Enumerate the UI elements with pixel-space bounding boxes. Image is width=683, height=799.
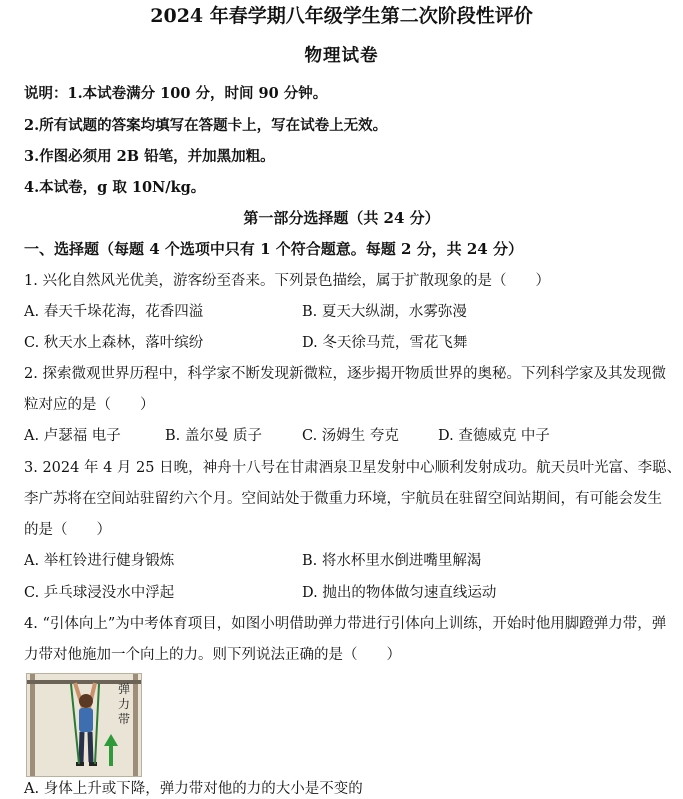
q3-stem-line3: 的是（ ） — [24, 522, 111, 538]
q3-stem-line1: 3. 2024 年 4 月 25 日晚，神舟十八号在甘肃酒泉卫星发射中心顺利发射成功。航天员叶光富、李聪、 — [24, 460, 682, 476]
note-3: 3.作图必须用 2B 铅笔，并加黑加粗。 — [24, 148, 275, 165]
q1-option-d: D. 冬天徐马荒，雪花飞舞 — [302, 335, 468, 351]
q2-option-b: B. 盖尔曼 质子 — [165, 428, 262, 444]
q2-option-a: A. 卢瑟福 电子 — [24, 428, 121, 444]
q1-option-b: B. 夏天大纵湖，水雾弥漫 — [302, 304, 467, 320]
note-1: 说明：1.本试卷满分 100 分，时间 90 分钟。 — [24, 85, 328, 102]
q2-option-c: C. 汤姆生 夸克 — [302, 428, 399, 444]
q1-option-a: A. 春天千垛花海，花香四溢 — [24, 304, 204, 320]
pull-up-figure — [26, 673, 142, 777]
figure-label: 弹力带 — [118, 682, 131, 726]
q3-option-b: B. 将水杯里水倒进嘴里解渴 — [302, 553, 482, 569]
q4-stem-line1: 4. “引体向上”为中考体育项目，如图小明借助弹力带进行引体向上训练，开始时他用脚蹬弹力带，弹 — [24, 616, 667, 632]
q2-stem-line2: 粒对应的是（ ） — [24, 397, 155, 413]
q3-option-d: D. 抛出的物体做匀速直线运动 — [302, 585, 497, 601]
q4-stem-line2: 力带对他施加一个向上的力。则下列说法正确的是（ ） — [24, 647, 401, 663]
q3-option-a: A. 举杠铃进行健身锻炼 — [24, 553, 175, 569]
q3-option-c: C. 乒乓球浸没水中浮起 — [24, 585, 175, 601]
section-title: 一、选择题（每题 4 个选项中只有 1 个符合题意。每题 2 分，共 24 分） — [24, 240, 523, 258]
q2-option-d: D. 查德威克 中子 — [438, 428, 550, 444]
exam-title: 2024 年春学期八年级学生第二次阶段性评价 — [150, 5, 533, 27]
note-2: 2.所有试题的答案均填写在答题卡上，写在试卷上无效。 — [24, 117, 388, 134]
note-4: 4.本试卷，g 取 10N/kg。 — [24, 179, 206, 196]
q4-option-a-partial: A. 身体上升或下降，弹力带对他的力的大小是不变的 — [24, 781, 363, 797]
exam-subtitle: 物理试卷 — [304, 46, 379, 66]
q3-stem-line2: 李广苏将在空间站驻留约六个月。空间站处于微重力环境，宇航员在驻留空间站期间，有可能会发生 — [24, 491, 662, 507]
q1-stem: 1. 兴化自然风光优美，游客纷至沓来。下列景色描绘，属于扩散现象的是（ ） — [24, 273, 550, 289]
q2-stem-line1: 2. 探索微观世界历程中，科学家不断发现新微粒，逐步揭开物质世界的奥秘。下列科学家及其发现微 — [24, 366, 666, 382]
q1-option-c: C. 秋天水上森林，落叶缤纷 — [24, 335, 204, 351]
part-title: 第一部分选择题（共 24 分） — [243, 209, 440, 227]
